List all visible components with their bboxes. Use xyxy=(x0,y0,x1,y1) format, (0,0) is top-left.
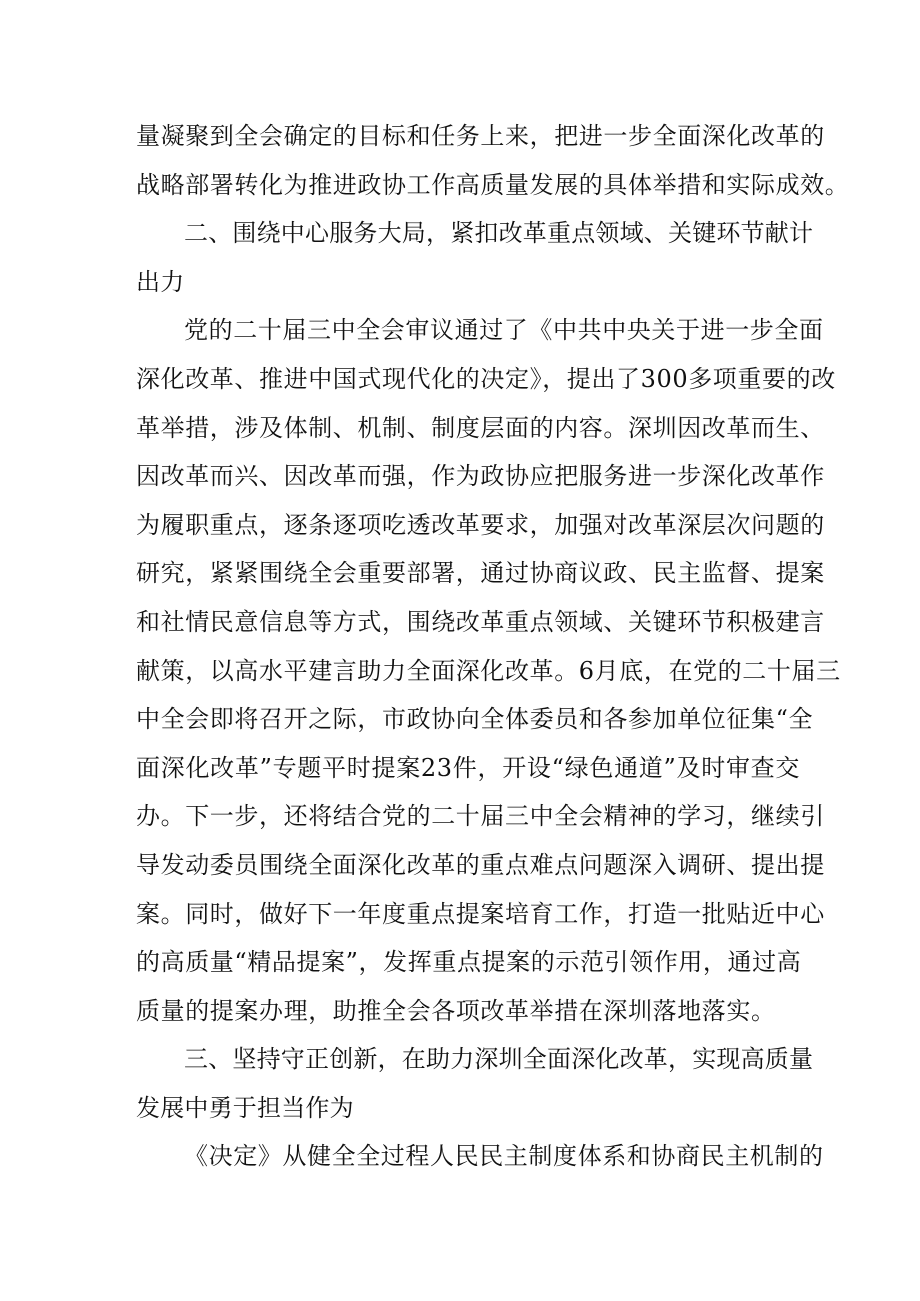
section2-body-line-15: 质量的提案办理，助推全会各项改革举措在深圳落地落实。 xyxy=(136,996,776,1025)
section2-body-line-4: 因改革而兴、因改革而强，作为政协应把服务进一步深化改革作 xyxy=(136,462,825,491)
section2-body-line-10: 面深化改革”专题平时提案23件，开设“绿色通道”及时审查交 xyxy=(136,753,800,782)
section3-heading-line-2: 发展中勇于担当作为 xyxy=(136,1093,354,1122)
section2-body-line-12: 导发动委员围绕全面深化改革的重点难点问题深入调研、提出提 xyxy=(136,850,825,879)
intro-line-1: 量凝聚到全会确定的目标和任务上来，把进一步全面深化改革的 xyxy=(136,122,825,150)
section2-body-line-11: 办。下一步，还将结合党的二十届三中全会精神的学习，继续引 xyxy=(136,802,825,831)
section2-body-line-2: 深化改革、推进中国式现代化的决定》，提出了300多项重要的改 xyxy=(136,364,836,393)
section2-body-line-5: 为履职重点，逐条逐项吃透改革要求，加强对改革深层次问题的 xyxy=(136,510,825,539)
section2-body-line-6: 研究，紧紧围绕全会重要部署，通过协商议政、民主监督、提案 xyxy=(136,559,825,588)
section2-body-line-13: 案。同时，做好下一年度重点提案培育工作，打造一批贴近中心 xyxy=(136,899,825,928)
section2-body-line-14: 的高质量“精品提案”，发挥重点提案的示范引领作用，通过高 xyxy=(136,948,802,977)
section3-body-line-1: 《决定》从健全全过程人民民主制度体系和协商民主机制的 xyxy=(184,1142,824,1171)
section2-body-line-7: 和社情民意信息等方式，围绕改革重点领域、关键环节积极建言 xyxy=(136,607,825,636)
section2-heading-line-1: 二、围绕中心服务大局，紧扣改革重点领域、关键环节献计 xyxy=(184,219,814,248)
section2-body-line-1: 党的二十届三中全会审议通过了《中共中央关于进一步全面 xyxy=(184,316,824,345)
section3-heading-line-1: 三、坚持守正创新，在助力深圳全面深化改革，实现高质量 xyxy=(184,1045,814,1074)
section2-body-line-3: 革举措，涉及体制、机制、制度层面的内容。深圳因改革而生、 xyxy=(136,413,825,442)
section2-body-line-8: 献策，以高水平建言助力全面深化改革。6月底，在党的二十届三 xyxy=(136,656,841,685)
section2-heading-line-2: 出力 xyxy=(136,267,185,296)
document-page xyxy=(136,112,850,1181)
section2-body-line-9: 中全会即将召开之际，市政协向全体委员和各参加单位征集“全 xyxy=(136,705,814,734)
intro-line-2: 战略部署转化为推进政协工作高质量发展的具体举措和实际成效。 xyxy=(136,170,850,199)
